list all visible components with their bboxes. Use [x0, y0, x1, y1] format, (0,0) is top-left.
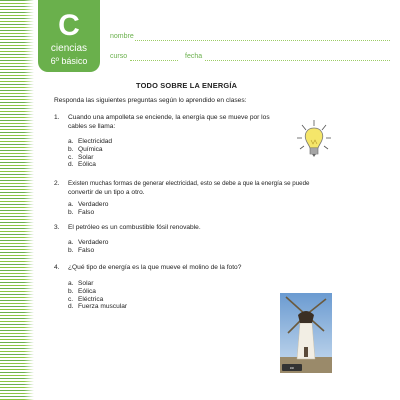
answer-option[interactable]: a. Solar — [68, 280, 94, 287]
question-2-options — [68, 201, 108, 217]
subject-name: ciencias — [50, 43, 88, 54]
question-text-line: ¿Qué tipo de energía es la que mueve el molino de la foto? — [68, 264, 242, 271]
worksheet-title: TODO SOBRE LA ENERGÍA — [136, 81, 238, 90]
question-number: 2. — [54, 180, 60, 187]
name-field-line[interactable] — [135, 40, 390, 41]
answer-option[interactable]: c. Solar — [68, 153, 94, 161]
answer-option[interactable]: d. Fuerza muscular — [68, 303, 128, 311]
question-1 — [54, 113, 286, 131]
question-number: 4. — [54, 264, 60, 271]
answer-option[interactable]: b. Falso — [68, 208, 95, 216]
question-4-options — [68, 280, 127, 311]
windmill-photo — [280, 293, 332, 373]
answer-option[interactable]: b. Falso — [68, 246, 95, 254]
course-field-line[interactable] — [130, 60, 178, 61]
question-4 — [54, 263, 314, 272]
grade-label: 6º básico — [50, 56, 88, 66]
question-text-line: El petróleo es un combustible fósil renovable. — [68, 224, 201, 231]
course-label: curso — [110, 53, 128, 60]
creative-commons-badge: cc — [282, 364, 302, 371]
question-text-line: Cuando una ampolleta se enciende, la energía que se mueve por los — [68, 114, 270, 121]
light-bulb-icon — [296, 118, 332, 162]
question-1-options — [68, 138, 112, 169]
decorative-side-strip — [0, 0, 34, 400]
question-number: 1. — [54, 114, 60, 121]
question-text-line: convertir de un tipo a otro. — [68, 189, 145, 196]
date-label: fecha — [185, 53, 203, 60]
date-field-line[interactable] — [205, 60, 390, 61]
question-3-options — [68, 239, 108, 255]
question-text-line: cables se llama: — [68, 123, 116, 130]
worksheet-intro: Responda las siguientes preguntas según lo aprendido en clases: — [54, 97, 247, 104]
question-3 — [54, 223, 294, 232]
answer-option[interactable]: a. Verdadero — [68, 239, 109, 246]
question-2 — [54, 179, 374, 197]
question-number: 3. — [54, 224, 60, 231]
answer-option[interactable]: b. Química — [68, 145, 103, 153]
answer-option[interactable]: b. Eólica — [68, 287, 96, 295]
subject-letter: C — [58, 9, 80, 42]
subject-badge — [38, 0, 100, 72]
answer-option[interactable]: a. Electricidad — [68, 138, 113, 145]
name-label: nombre — [110, 33, 134, 40]
answer-option[interactable]: d. Eólica — [68, 161, 96, 169]
question-text-line: Existen muchas formas de generar electricidad, esto se debe a que la energía se puede — [68, 180, 310, 187]
answer-option[interactable]: c. Eléctrica — [68, 295, 104, 303]
answer-option[interactable]: a. Verdadero — [68, 201, 109, 208]
